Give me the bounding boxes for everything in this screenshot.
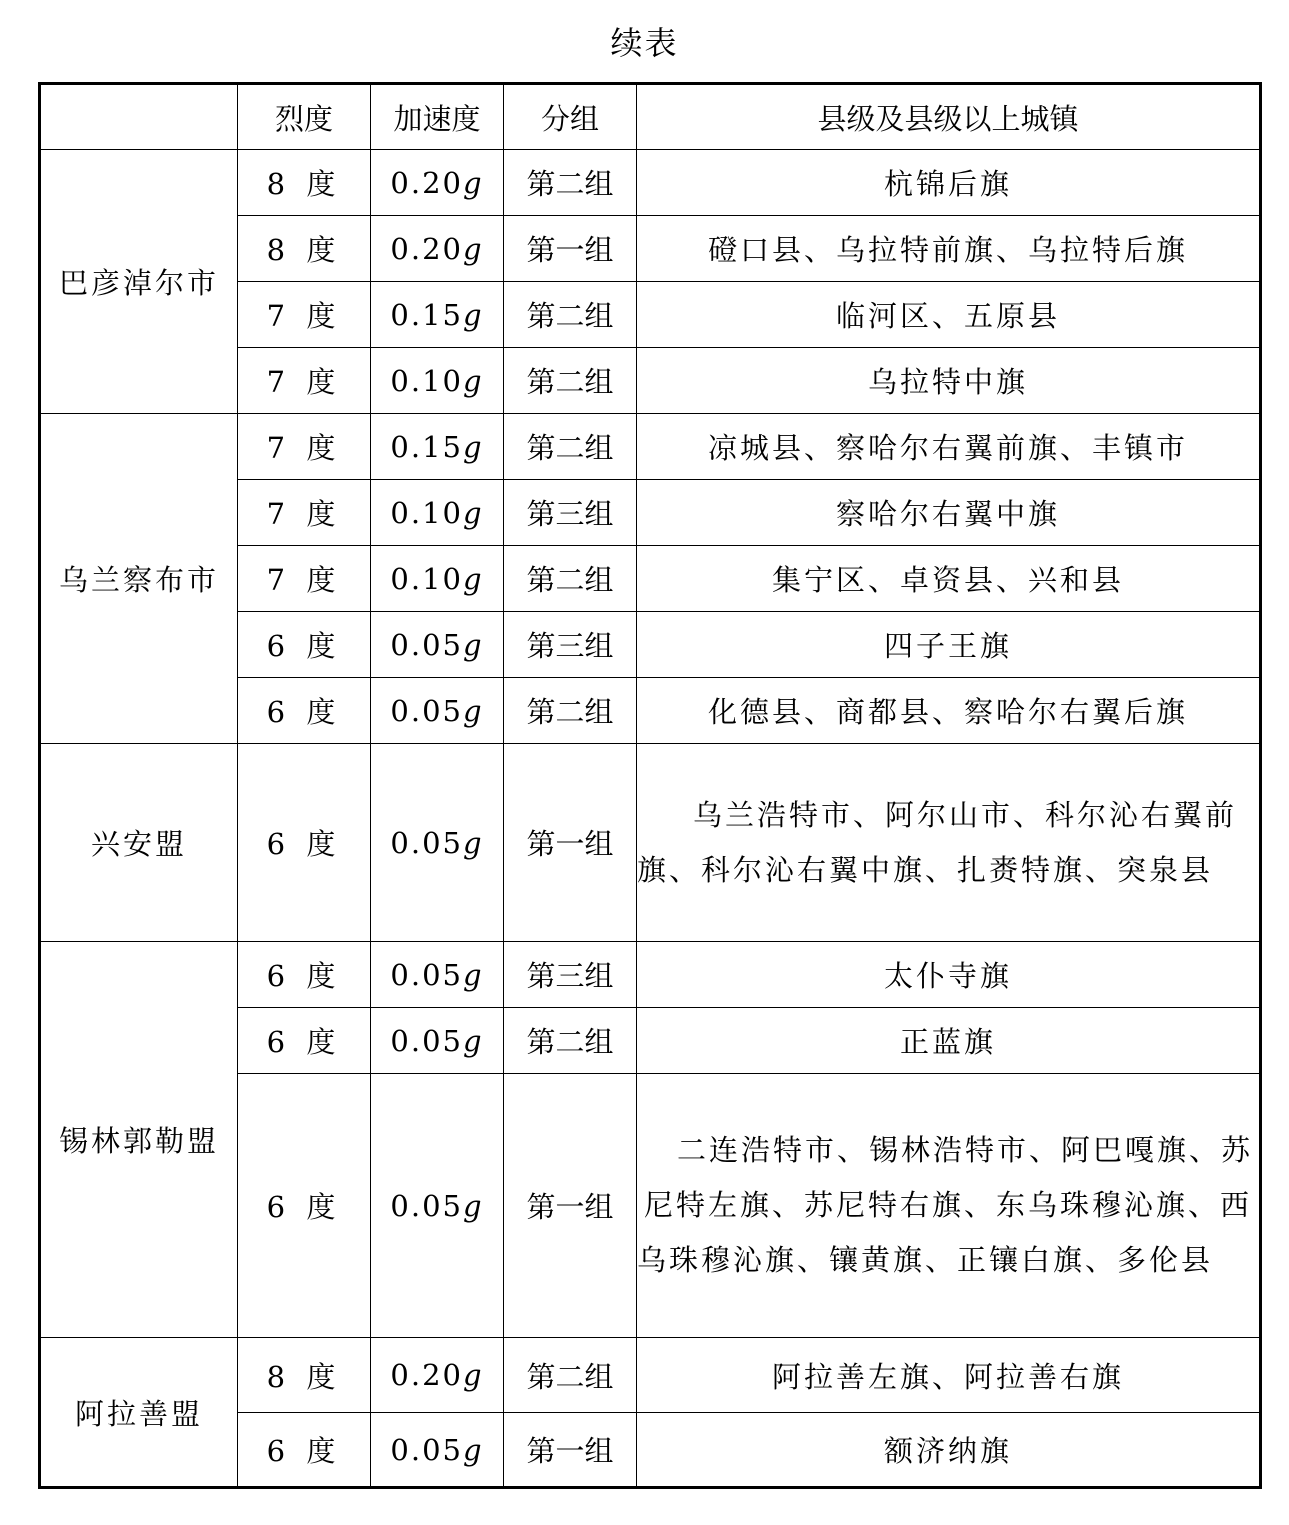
towns-cell: 乌拉特中旗 <box>637 348 1261 414</box>
towns-cell: 二连浩特市、锡林浩特市、阿巴嘎旗、苏尼特左旗、苏尼特右旗、东乌珠穆沁旗、西乌珠穆沁旗、镶黄旗、正镶白旗、多伦县 <box>637 1074 1261 1338</box>
group-cell: 第三组 <box>504 480 637 546</box>
intensity-cell: 8 度 <box>238 150 371 216</box>
header-towns: 县级及县级以上城镇 <box>637 84 1261 150</box>
header-region <box>40 84 238 150</box>
group-cell: 第一组 <box>504 216 637 282</box>
intensity-cell: 6 度 <box>238 744 371 942</box>
table-row <box>40 150 1261 216</box>
region-cell: 乌兰察布市 <box>40 414 238 744</box>
towns-cell: 四子王旗 <box>637 612 1261 678</box>
acceleration-cell: 0.10g <box>371 480 504 546</box>
acceleration-cell: 0.15g <box>371 282 504 348</box>
table-row <box>40 414 1261 480</box>
intensity-cell: 6 度 <box>238 942 371 1008</box>
table-row <box>40 744 1261 942</box>
page-title: 续表 <box>610 24 679 62</box>
towns-cell: 临河区、五原县 <box>637 282 1261 348</box>
towns-cell: 凉城县、察哈尔右翼前旗、丰镇市 <box>637 414 1261 480</box>
acceleration-cell: 0.05g <box>371 678 504 744</box>
group-cell: 第二组 <box>504 348 637 414</box>
intensity-cell: 7 度 <box>238 282 371 348</box>
intensity-cell: 6 度 <box>238 612 371 678</box>
acceleration-cell: 0.05g <box>371 1008 504 1074</box>
acceleration-cell: 0.05g <box>371 942 504 1008</box>
towns-cell: 乌兰浩特市、阿尔山市、科尔沁右翼前旗、科尔沁右翼中旗、扎赉特旗、突泉县 <box>637 744 1261 942</box>
region-cell: 阿拉善盟 <box>40 1338 238 1488</box>
intensity-cell: 8 度 <box>238 216 371 282</box>
table-row <box>40 1338 1261 1413</box>
group-cell: 第二组 <box>504 546 637 612</box>
towns-cell: 化德县、商都县、察哈尔右翼后旗 <box>637 678 1261 744</box>
towns-cell: 阿拉善左旗、阿拉善右旗 <box>637 1338 1261 1413</box>
acceleration-cell: 0.05g <box>371 1413 504 1488</box>
intensity-cell: 8 度 <box>238 1338 371 1413</box>
group-cell: 第二组 <box>504 1008 637 1074</box>
towns-cell: 察哈尔右翼中旗 <box>637 480 1261 546</box>
group-cell: 第二组 <box>504 414 637 480</box>
intensity-cell: 7 度 <box>238 546 371 612</box>
towns-cell: 太仆寺旗 <box>637 942 1261 1008</box>
intensity-cell: 7 度 <box>238 414 371 480</box>
acceleration-cell: 0.05g <box>371 1074 504 1338</box>
group-cell: 第三组 <box>504 942 637 1008</box>
acceleration-cell: 0.20g <box>371 1338 504 1413</box>
header-acceleration: 加速度 <box>371 84 504 150</box>
acceleration-cell: 0.05g <box>371 744 504 942</box>
region-cell: 兴安盟 <box>40 744 238 942</box>
group-cell: 第一组 <box>504 1413 637 1488</box>
region-cell: 锡林郭勒盟 <box>40 942 238 1338</box>
acceleration-cell: 0.10g <box>371 546 504 612</box>
towns-cell: 额济纳旗 <box>637 1413 1261 1488</box>
seismic-zoning-table <box>38 82 1262 1489</box>
group-cell: 第一组 <box>504 744 637 942</box>
header-group: 分组 <box>504 84 637 150</box>
table-header-row <box>40 84 1261 150</box>
table-row <box>40 942 1261 1008</box>
intensity-cell: 6 度 <box>238 1008 371 1074</box>
towns-cell: 集宁区、卓资县、兴和县 <box>637 546 1261 612</box>
intensity-cell: 7 度 <box>238 480 371 546</box>
acceleration-cell: 0.10g <box>371 348 504 414</box>
towns-cell: 正蓝旗 <box>637 1008 1261 1074</box>
intensity-cell: 6 度 <box>238 1074 371 1338</box>
group-cell: 第二组 <box>504 282 637 348</box>
acceleration-cell: 0.15g <box>371 414 504 480</box>
towns-cell: 磴口县、乌拉特前旗、乌拉特后旗 <box>637 216 1261 282</box>
group-cell: 第三组 <box>504 612 637 678</box>
group-cell: 第二组 <box>504 1338 637 1413</box>
group-cell: 第二组 <box>504 678 637 744</box>
acceleration-cell: 0.20g <box>371 150 504 216</box>
acceleration-cell: 0.05g <box>371 612 504 678</box>
towns-cell: 杭锦后旗 <box>637 150 1261 216</box>
group-cell: 第一组 <box>504 1074 637 1338</box>
region-cell: 巴彦淖尔市 <box>40 150 238 414</box>
acceleration-cell: 0.20g <box>371 216 504 282</box>
intensity-cell: 6 度 <box>238 1413 371 1488</box>
header-intensity: 烈度 <box>238 84 371 150</box>
group-cell: 第二组 <box>504 150 637 216</box>
intensity-cell: 7 度 <box>238 348 371 414</box>
intensity-cell: 6 度 <box>238 678 371 744</box>
